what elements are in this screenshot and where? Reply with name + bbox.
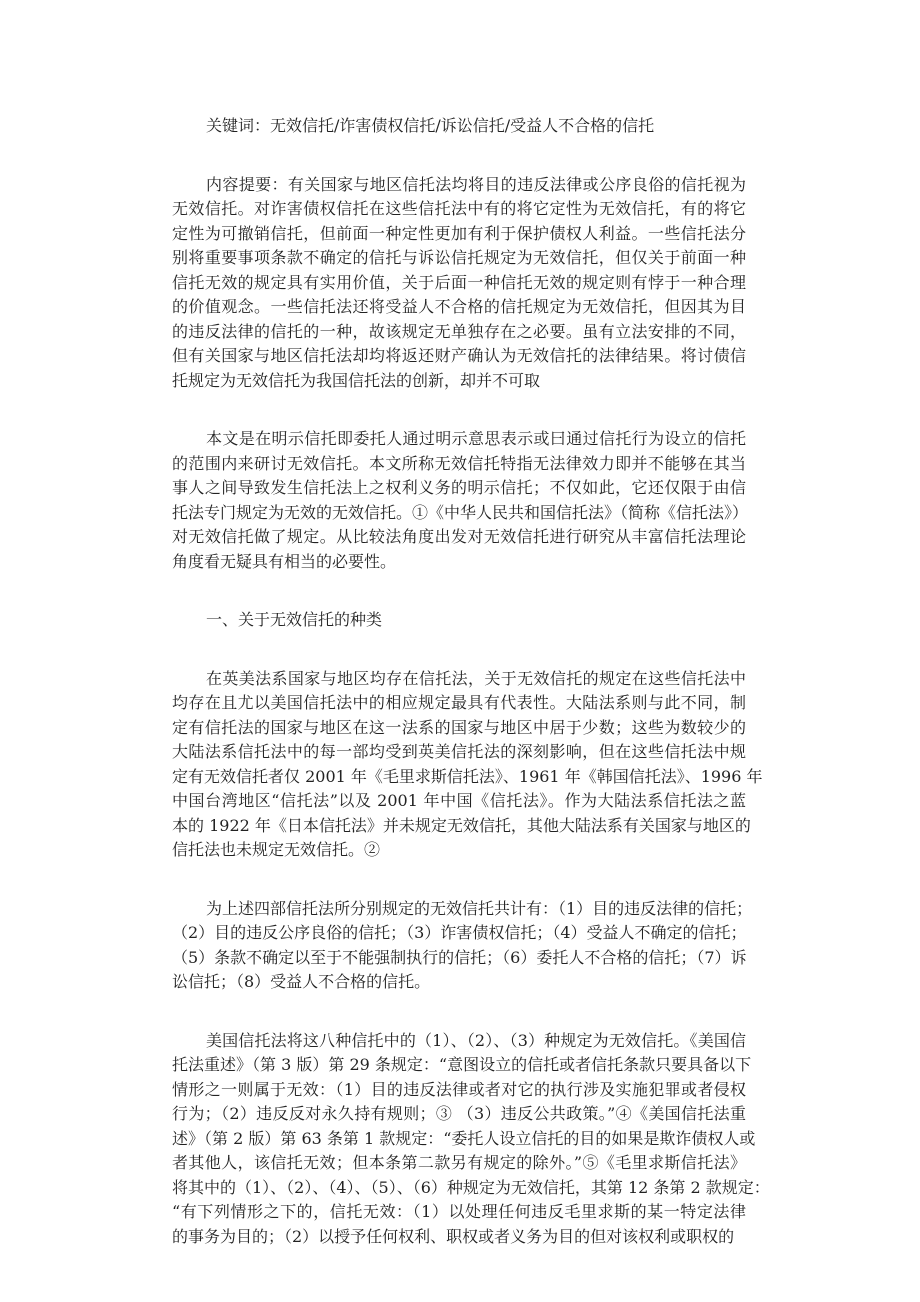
- text-line: 大陆法系信托法中的每一部均受到英美信托法的深刻影响，但在这些信托法中规: [172, 742, 746, 761]
- text-line: 情形之一则属于无效：（1）目的违反法律或者对它的执行涉及实施犯罪或者侵权: [172, 1079, 746, 1099]
- text-line: 信托法也未规定无效信托。②: [172, 840, 381, 859]
- text-line: 定有信托法的国家与地区在这一法系的国家与地区中居于少数；这些为数较少的: [172, 717, 746, 737]
- abstract-paragraph: [172, 173, 746, 394]
- text-line: 将其中的（1）、（2）、（4）、（5）、（6）种规定为无效信托，其第 12 条第 2 款规定：: [172, 1177, 770, 1197]
- text-line: “有下列情形之下的，信托无效：（1）以处理任何违反毛里求斯的某一特定法律: [172, 1202, 746, 1221]
- paragraph: [172, 1029, 770, 1250]
- paragraph-spacer: [172, 574, 746, 608]
- text-line: （2）目的违反公序良俗的信托；（3）诈害债权信托；（4）受益人不确定的信托；: [172, 923, 747, 942]
- text-line: 但有关国家与地区信托法却均将返还财产确认为无效信托的法律结果。将讨债信: [172, 346, 746, 365]
- text-line: 托法专门规定为无效的无效信托。①《中华人民共和国信托法》（简称《信托法》）: [172, 502, 749, 522]
- text-line: 别将重要事项条款不确定的信托与诉讼信托规定为无效信托，但仅关于前面一种: [172, 248, 746, 267]
- text-line: 对无效信托做了规定。从比较法角度出发对无效信托进行研究从丰富信托法理论: [172, 527, 746, 546]
- text-line: 角度看无疑具有相当的必要性。: [172, 551, 397, 571]
- text-line: 的违反法律的信托的一种，故该规定无单独存在之必要。虽有立法安排的不同，: [172, 321, 746, 341]
- text-line: 托规定为无效信托为我国信托法的创新，却并不可取: [172, 370, 541, 390]
- text-line: 事人之间导致发生信托法上之权利义务的明示信托；不仅如此，它还仅限于由信: [172, 478, 746, 497]
- text-line: 的价值观念。一些信托法还将受益人不合格的信托规定为无效信托，但因其为目: [172, 297, 746, 316]
- text-line: 为上述四部信托法所分别规定的无效信托共计有：（1）目的违反法律的信托；: [206, 898, 753, 918]
- text-line: 内容提要：有关国家与地区信托法均将目的违反法律或公序良俗的信托视为: [206, 174, 746, 194]
- text-line: 的范围内来研讨无效信托。本文所称无效信托特指无法律效力即并不能够在其当: [172, 453, 746, 473]
- text-line: 讼信托；（8）受益人不合格的信托。: [172, 972, 431, 991]
- text-line: 美国信托法将这八种信托中的（1）、（2）、（3）种规定为无效信托。《美国信: [206, 1030, 746, 1050]
- text-line: 本的 1922 年《日本信托法》并未规定无效信托，其他大陆法系有关国家与地区的: [172, 815, 751, 835]
- paragraph-spacer: [172, 995, 746, 1029]
- text-line: 均存在且尤以美国信托法中的相应规定最具有代表性。大陆法系则与此不同，制: [172, 693, 746, 712]
- keywords-text: 关键词：无效信托/诈害债权信托/诉讼信托/受益人不合格的信托: [206, 116, 655, 135]
- text-line: 托法重述》（第 3 版）第 29 条规定：“意图设立的信托或者信托条款只要具备以下: [172, 1055, 752, 1074]
- text-line: 在英美法系国家与地区均存在信托法，关于无效信托的规定在这些信托法中: [206, 668, 746, 688]
- document-page: [172, 114, 770, 1249]
- paragraph-spacer: [172, 139, 746, 173]
- paragraph: [172, 667, 763, 863]
- intro-paragraph: [172, 427, 749, 574]
- text-line: 中国台湾地区“信托法”以及 2001 年中国《信托法》。作为大陆法系信托法之蓝: [172, 791, 746, 810]
- section-heading: [172, 608, 746, 633]
- text-line: 定性为可撤销信托，但前面一种定性更加有利于保护债权人利益。一些信托法分: [172, 223, 746, 243]
- keywords-line: [172, 114, 746, 139]
- document-body: [172, 139, 770, 1250]
- paragraph-spacer: [172, 633, 746, 667]
- paragraph: [172, 897, 753, 995]
- text-line: 无效信托。对诈害债权信托在这些信托法中有的将它定性为无效信托，有的将它: [172, 199, 746, 218]
- text-line: 者其他人，该信托无效；但本条第二款另有规定的除外。”⑤《毛里求斯信托法》: [172, 1153, 746, 1172]
- text-line: 述》（第 2 版）第 63 条第 1 款规定：“委托人设立信托的目的如果是欺诈债权人或: [172, 1128, 756, 1148]
- text-line: 的事务为目的；（2）以授予任何权利、职权或者义务为目的但对该权利或职权的: [172, 1226, 735, 1246]
- paragraph-spacer: [172, 393, 746, 427]
- text-line: （5）条款不确定以至于不能强制执行的信托；（6）委托人不合格的信托；（7）诉: [172, 947, 747, 967]
- paragraph-spacer: [172, 863, 746, 897]
- text-line: 行为；（2）违反反对永久持有规则；③ （3）违反公共政策。”④《美国信托法重: [172, 1104, 746, 1123]
- text-line: 定有无效信托者仅 2001 年《毛里求斯信托法》、1961 年《韩国信托法》、1996 年: [172, 766, 763, 786]
- text-line: 本文是在明示信托即委托人通过明示意思表示或曰通过信托行为设立的信托: [206, 429, 746, 448]
- text-line: 信托无效的规定具有实用价值，关于后面一种信托无效的规定则有悖于一种合理: [172, 272, 746, 292]
- text-line: 一、关于无效信托的种类: [206, 610, 383, 629]
